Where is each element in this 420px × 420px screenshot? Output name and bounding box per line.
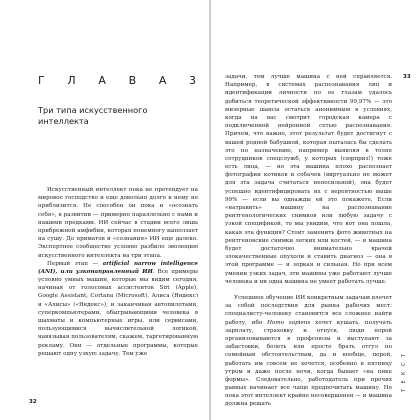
running-head: Т Е К С Т — [402, 352, 407, 392]
paragraph: задачи, тем лучше машина с ней справляется. Например, в системах распознавания лиц и идентификации личности по ее глазам удалось добиться теоретической эффективности 99,97% — это мизерные шансы остаться анонимным в условиях, когда на вас смотрит городская камера с подключенной нейронной сетью распознавания. Причем, что важно, этот результат будет достигнут с вашей родной бабушкой, которая пыталась бы сделать это по назначению, например выявляя в толпе сотрудников спецслужб, у которых (сюрприз!) тоже есть лица, — но эта машина плохо распознает фотографии котиков и собачек (виртуально не может для эта задача считаться непосильной), она будет успешно идентифицировать их с вероятностью выше 99% — если вы однажды ей это покажете. Если «натравить» машину на распознавание рентгенологических снимков или любую задачу с узкой спецификой, то мы увидим, что вот она пошла, какая эта функция? Стоит заменить фото животных на рентгеновские снимки легких или костей, — и машина будет достаточно внимательно врачей злокачественные опухоли и ставить диагноз — она в этой программе — и зоркая и сильная. Но при всем умении узких задач, эти машины уже работают лучше человека и ни одна машина не умеет работать лучше. — [225, 74, 392, 285]
left-page — [0, 0, 209, 420]
page-number-left: 32 — [29, 399, 37, 405]
italic-term: Homo sapiens — [267, 319, 311, 326]
right-page — [211, 0, 420, 420]
page-number-right: 33 — [403, 74, 411, 80]
chapter-title: Три типа искусственного интеллекта — [38, 105, 148, 126]
paragraph — [38, 260, 198, 358]
paragraph: Искусственный интеллект пока не претендует на мировое господство и еще довольно долго к нему не приблизится. Не способен он пока и «осознать себя», в развитии — примерно параллельно с нами и нашими предками. ИИ сейчас в стадии всего лишь прибрежной амфибии, которая понемногу выползает на сушу. До приматов и «сознания» ИИ еще далеко. Экспертное сообщество условно разбило эволюцию искусственного интеллекта на три этапа. — [38, 187, 198, 259]
emphasized-term: artificial narrow intelligence (ANI), или узконаправленный ИИ — [38, 260, 198, 275]
paragraph-text: Успешное обучение ИИ конкретным задачам влечет за собой последствия для рынка рабочих мест: специалисту-человеку становится все сложнее найти работу, ибо — [225, 295, 392, 326]
chapter-label: Г Л А В А 3 — [38, 74, 206, 87]
paragraph — [225, 294, 392, 409]
left-body-text — [38, 186, 198, 358]
paragraph-text: Первый этап — — [47, 260, 103, 267]
paragraph-text: . Все примеры условно умных машин, которые мы видим сегодня, начиная от голосовых ассистентов Siri (Apple), Google Assistant, Cortana (Microsoft), Алиса (Яндекс) и «Алисы» («Яндекс»), и заканчивая автопилотами, суперкомпьютерами, обыгрывающими человека в шахматы и компьютерные игры, или сервисами, пользующимися вычислительной логикой, навязывая пользователям, скажем, таргетированную рекламу. Они — отдельные программы, которые решают одну узкую задачу. Тем уже — [38, 268, 198, 357]
paragraph-text: хочет кушать, получать зарплату, страховку и отпуск, люди порой организовываются в профсоюзы и выступают за забастовки, болеть или просто брать отгул по семейным обстоятельствам, да и вообще, порой, работать им совсем не хочется, особенно в пятницу утром и даже после ночи, когда бывает «на пике формы». Следовательно, работодатель при прочих равных начинает все чаще предпочитать машину. Но пока этот интеллект крайне несовершенен — и машина должна решать — [225, 319, 392, 408]
right-body-text — [225, 73, 392, 409]
